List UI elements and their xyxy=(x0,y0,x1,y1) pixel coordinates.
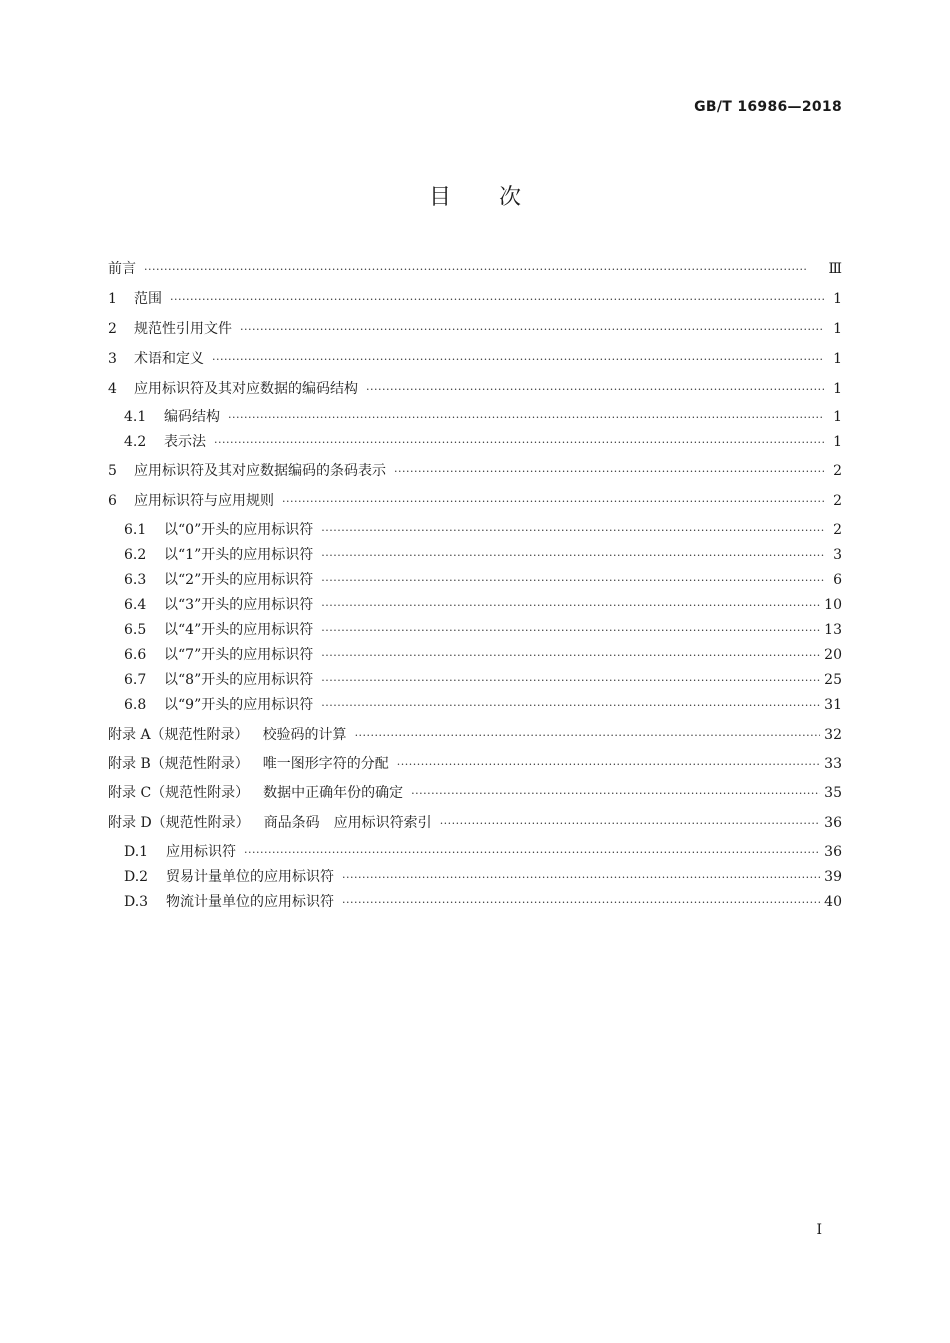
toc-entry-page: 39 xyxy=(824,869,842,885)
toc-entry-page: 36 xyxy=(824,844,842,860)
toc-entry-label: 应用标识符 xyxy=(166,844,236,860)
document-code: GB/T 16986—2018 xyxy=(694,99,842,115)
toc-entry-label: 物流计量单位的应用标识符 xyxy=(166,894,334,910)
toc-entry-page: 1 xyxy=(833,381,842,397)
toc-entry-page: 35 xyxy=(824,785,842,801)
toc-entry-label: 以“4”开头的应用标识符 xyxy=(164,622,314,638)
toc-entry-number: 6 xyxy=(108,493,117,509)
toc-entry-page: 3 xyxy=(833,547,842,563)
toc-entry-label: 应用标识符及其对应数据编码的条码表示 xyxy=(134,463,386,479)
toc-entry-label: 术语和定义 xyxy=(134,351,204,367)
toc-entry-appendix-b[interactable] xyxy=(108,753,842,775)
toc-entry-page: 36 xyxy=(824,815,842,831)
toc-entry-page: 2 xyxy=(833,522,842,538)
toc-entry-number: 6.8 xyxy=(124,697,147,713)
toc-entry-number: D.3 xyxy=(124,894,149,910)
toc-leader-dots xyxy=(394,461,824,483)
toc-entry-number: 6.4 xyxy=(124,597,147,613)
toc-leader-dots xyxy=(411,783,820,805)
page-number: I xyxy=(816,1222,822,1238)
toc-entry-number: 附录 B（规范性附录） xyxy=(108,756,249,772)
toc-leader-dots xyxy=(321,595,820,617)
toc-entry-number: 6.5 xyxy=(124,622,147,638)
toc-entry-number: 6.2 xyxy=(124,547,147,563)
toc-leader-dots xyxy=(321,520,824,542)
toc-entry-6-2[interactable] xyxy=(124,544,842,566)
toc-leader-dots xyxy=(342,892,820,914)
toc-entry-label: 应用标识符及其对应数据的编码结构 xyxy=(134,381,358,397)
toc-entry-number: 5 xyxy=(108,463,117,479)
toc-entry-label: 以“2”开头的应用标识符 xyxy=(164,572,314,588)
toc-entry-label: 数据中正确年份的确定 xyxy=(263,785,404,801)
toc-leader-dots xyxy=(170,289,824,311)
toc-entry-d-3[interactable] xyxy=(124,891,842,913)
toc-entry-label: 校验码的计算 xyxy=(262,727,347,743)
toc-leader-dots xyxy=(321,670,820,692)
toc-entry-appendix-c[interactable] xyxy=(108,782,842,804)
toc-entry-label: 唯一图形字符的分配 xyxy=(262,756,389,772)
toc-entry-6-3[interactable] xyxy=(124,569,842,591)
toc-entry-6-8[interactable] xyxy=(124,694,842,716)
toc-entry-number: D.2 xyxy=(124,869,149,885)
toc-leader-dots xyxy=(321,695,820,717)
toc-entry-label: 规范性引用文件 xyxy=(134,321,232,337)
toc-entry-page: 1 xyxy=(833,409,842,425)
toc-entry-number: 4.2 xyxy=(124,434,147,450)
toc-entry-label: 应用标识符与应用规则 xyxy=(134,493,274,509)
toc-leader-dots xyxy=(228,407,824,429)
toc-entry-page: Ⅲ xyxy=(828,261,842,277)
toc-entry-page: 1 xyxy=(833,434,842,450)
toc-entry-number: 3 xyxy=(108,351,117,367)
toc-entry-3[interactable] xyxy=(108,348,842,370)
toc-leader-dots xyxy=(244,842,820,864)
toc-entry-number: 2 xyxy=(108,321,117,337)
toc-entry-label: 以“0”开头的应用标识符 xyxy=(164,522,314,538)
toc-entry-6-4[interactable] xyxy=(124,594,842,616)
toc-entry-number: 附录 D（规范性附录） xyxy=(108,815,250,831)
toc-leader-dots xyxy=(212,349,824,371)
toc-entry-label: 以“3”开头的应用标识符 xyxy=(164,597,314,613)
toc-entry-number: D.1 xyxy=(124,844,149,860)
toc-entry-page: 33 xyxy=(824,756,842,772)
toc-entry-number: 6.1 xyxy=(124,522,147,538)
toc-entry-foreword[interactable] xyxy=(108,258,842,280)
toc-leader-dots xyxy=(321,645,820,667)
toc-entry-number: 6.7 xyxy=(124,672,147,688)
toc-entry-page: 40 xyxy=(824,894,842,910)
toc-entry-page: 10 xyxy=(824,597,842,613)
toc-entry-number: 附录 A（规范性附录） xyxy=(108,727,249,743)
toc-entry-label: 以“1”开头的应用标识符 xyxy=(164,547,314,563)
toc-entry-1[interactable] xyxy=(108,288,842,310)
toc-entry-page: 2 xyxy=(833,463,842,479)
toc-entry-page: 1 xyxy=(833,291,842,307)
toc-entry-4-2[interactable] xyxy=(124,431,842,453)
toc-entry-label: 商品条码 应用标识符索引 xyxy=(263,815,432,831)
toc-entry-appendix-a[interactable] xyxy=(108,724,842,746)
toc-leader-dots xyxy=(214,432,824,454)
toc-entry-number: 1 xyxy=(108,291,117,307)
toc-leader-dots xyxy=(342,867,820,889)
toc-entry-page: 31 xyxy=(824,697,842,713)
toc-leader-dots xyxy=(240,319,824,341)
toc-entry-label: 范围 xyxy=(134,291,162,307)
toc-leader-dots xyxy=(321,545,824,567)
toc-entry-page: 32 xyxy=(824,727,842,743)
toc-entry-page: 13 xyxy=(824,622,842,638)
toc-entry-label: 以“7”开头的应用标识符 xyxy=(164,647,314,663)
toc-entry-5[interactable] xyxy=(108,460,842,482)
toc-entry-label: 贸易计量单位的应用标识符 xyxy=(166,869,334,885)
toc-entry-2[interactable] xyxy=(108,318,842,340)
toc-entry-6-5[interactable] xyxy=(124,619,842,641)
toc-entry-6-7[interactable] xyxy=(124,669,842,691)
toc-entry-number: 4 xyxy=(108,381,117,397)
page-title: 目次 xyxy=(428,185,569,210)
toc-entry-page: 1 xyxy=(833,351,842,367)
toc-entry-page: 2 xyxy=(833,493,842,509)
toc-leader-dots xyxy=(321,620,820,642)
toc-entry-number: 4.1 xyxy=(124,409,147,425)
toc-entry-page: 20 xyxy=(824,647,842,663)
toc-leader-dots xyxy=(282,491,824,513)
toc-entry-6[interactable] xyxy=(108,490,842,512)
toc-entry-label: 前言 xyxy=(108,261,136,277)
toc-entry-label: 编码结构 xyxy=(164,409,220,425)
toc-leader-dots xyxy=(144,259,824,281)
toc-entry-d-2[interactable] xyxy=(124,866,842,888)
toc-entry-page: 6 xyxy=(833,572,842,588)
toc-entry-number: 6.3 xyxy=(124,572,147,588)
toc-entry-4-1[interactable] xyxy=(124,406,842,428)
toc-entry-appendix-d[interactable] xyxy=(108,812,842,834)
toc-leader-dots xyxy=(366,379,824,401)
toc-entry-number: 附录 C（规范性附录） xyxy=(108,785,250,801)
toc-entry-number: 6.6 xyxy=(124,647,147,663)
toc-entry-d-1[interactable] xyxy=(124,841,842,863)
toc-entry-6-6[interactable] xyxy=(124,644,842,666)
toc-entry-page: 25 xyxy=(824,672,842,688)
toc-leader-dots xyxy=(321,570,824,592)
toc-leader-dots xyxy=(440,813,820,835)
toc-entry-page: 1 xyxy=(833,321,842,337)
toc-entry-label: 以“9”开头的应用标识符 xyxy=(164,697,314,713)
toc-entry-6-1[interactable] xyxy=(124,519,842,541)
toc-entry-label: 表示法 xyxy=(164,434,206,450)
toc-leader-dots xyxy=(397,754,820,776)
toc-entry-label: 以“8”开头的应用标识符 xyxy=(164,672,314,688)
toc-entry-4[interactable] xyxy=(108,378,842,400)
toc-leader-dots xyxy=(355,725,821,747)
